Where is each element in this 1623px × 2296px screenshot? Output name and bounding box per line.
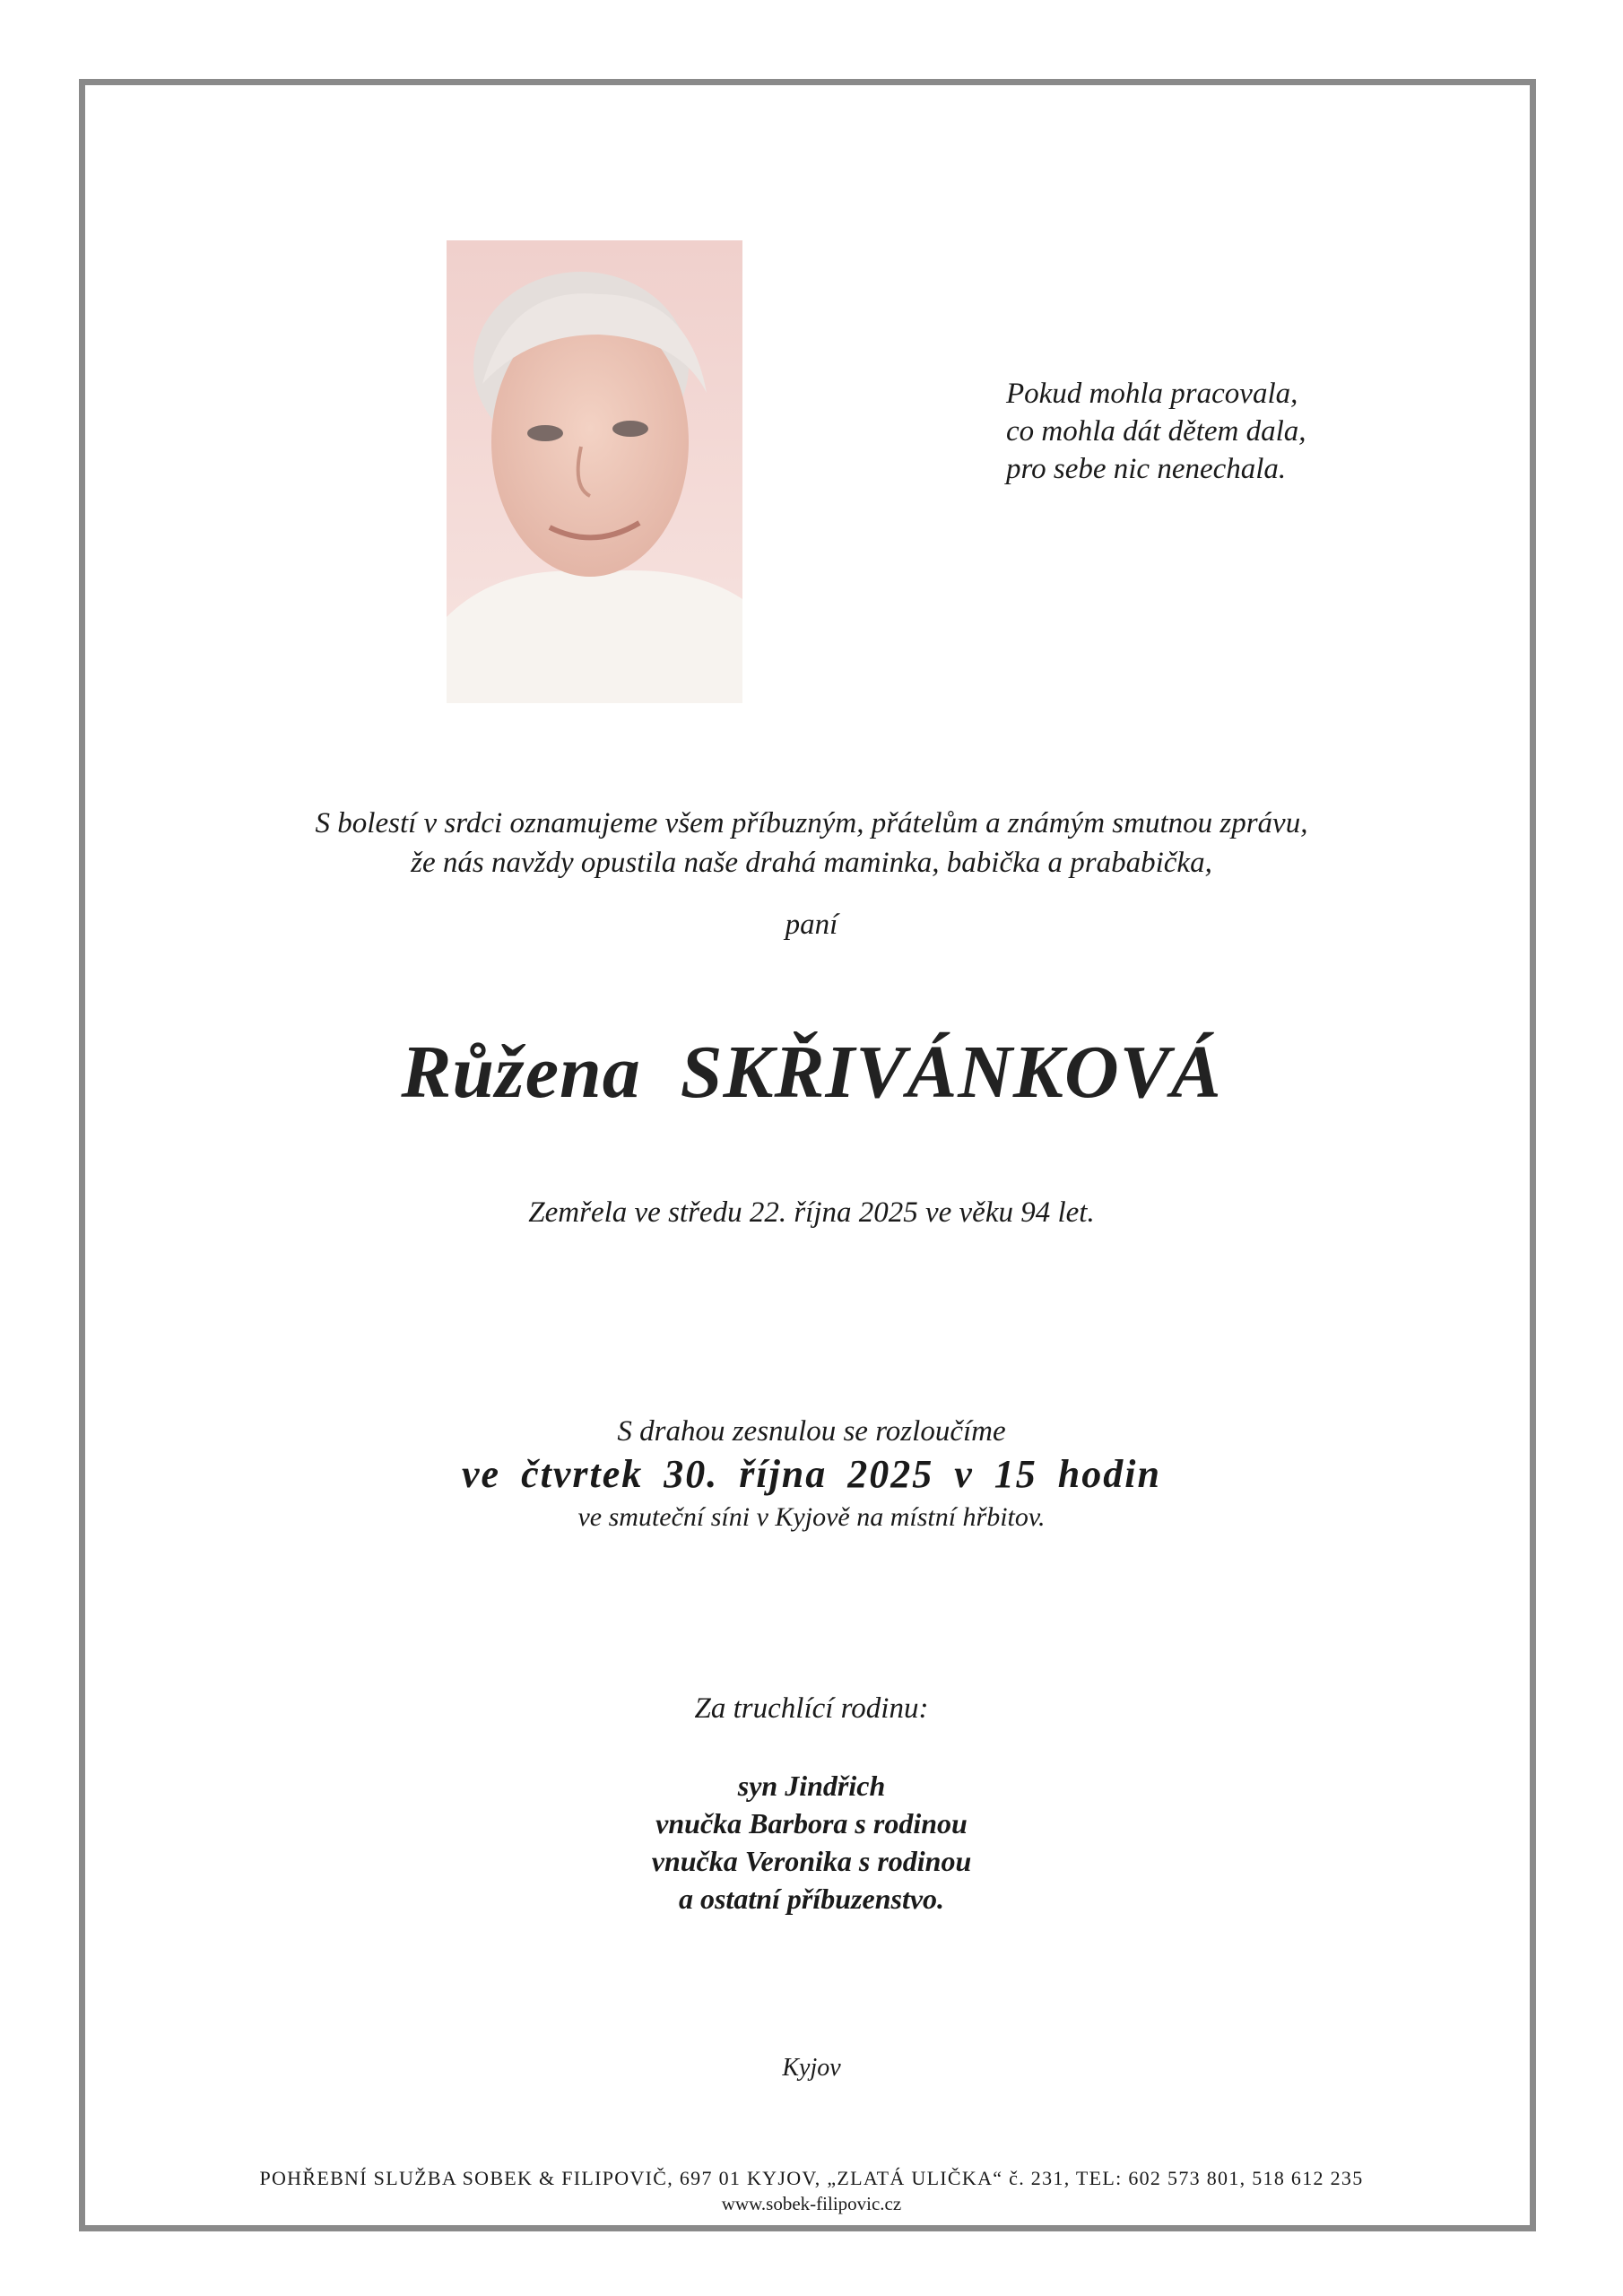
announcement-line: S bolestí v srdci oznamujeme všem příbuzným, přátelům a známým smutnou zprávu, <box>315 807 1308 839</box>
family-member: vnučka Veronika s rodinou <box>651 1845 972 1877</box>
motto-line: Pokud mohla pracovala, <box>1006 378 1298 410</box>
deceased-name <box>0 1028 1623 1118</box>
footer-company: POHŘEBNÍ SLUŽBA SOBEK & FILIPOVIČ, 697 01 KYJOV, „ZLATÁ ULIČKA“ č. 231, TEL: 602 573 801, 518 612 235 <box>259 2167 1364 2189</box>
announcement-line: že nás navždy opustila naše drahá maminka, babička a prababička, <box>411 847 1212 879</box>
ceremony-place: ve smuteční síni v Kyjově na místní hřbitov. <box>577 1502 1046 1532</box>
family-member: vnučka Barbora s rodinou <box>655 1807 968 1839</box>
motto-line: pro sebe nic nenechala. <box>1006 453 1287 485</box>
ceremony-intro: S drahou zesnulou se rozloučíme <box>617 1415 1006 1448</box>
town: Kyjov <box>782 2054 841 2082</box>
motto <box>1006 375 1306 488</box>
death-info: Zemřela ve středu 22. října 2025 ve věku 94 let. <box>528 1196 1095 1229</box>
footer-website: www.sobek-filipovic.cz <box>721 2193 902 2214</box>
last-name: SKŘIVÁNKOVÁ <box>680 1031 1222 1114</box>
family-members <box>0 1767 1623 1918</box>
footer <box>0 2166 1623 2216</box>
portrait-photo <box>447 240 742 703</box>
honorific: paní <box>785 909 838 941</box>
ceremony-date: ve čtvrtek 30. října 2025 v 15 hodin <box>462 1452 1161 1496</box>
family-member: syn Jindřich <box>737 1770 886 1802</box>
family-label: Za truchlící rodinu: <box>694 1692 929 1725</box>
first-name: Růžena <box>401 1031 641 1114</box>
family-member: a ostatní příbuzenstvo. <box>678 1883 945 1915</box>
announcement <box>0 804 1623 883</box>
motto-line: co mohla dát dětem dala, <box>1006 415 1306 448</box>
